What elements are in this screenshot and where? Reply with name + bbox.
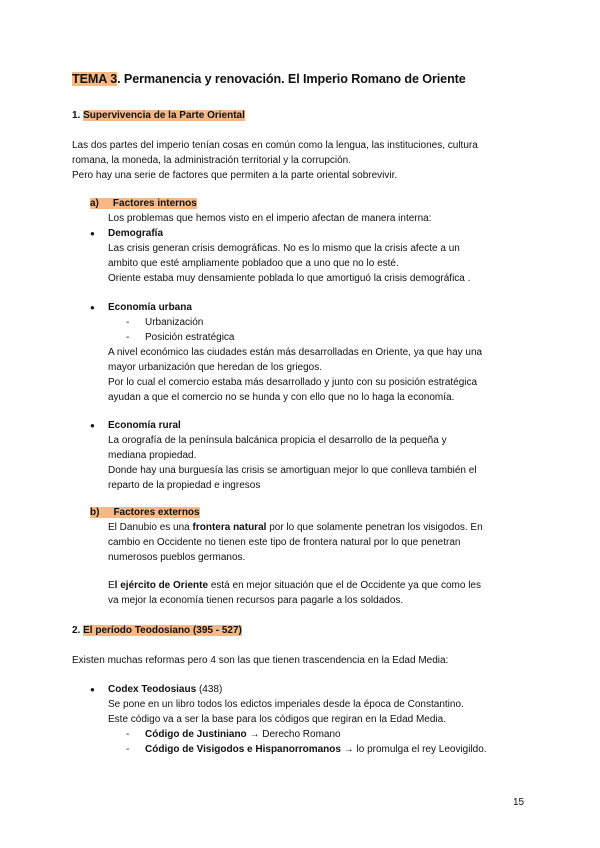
codex-subitem: Código de Justiniano → Derecho Romano [145,729,341,740]
subsection-b-label: b) [90,507,113,518]
dash-icon: - [126,744,130,755]
subsection-a-label: a) [90,198,113,209]
economia-rural-line: La orografía de la península balcánica propicia el desarrollo de la pequeña y [108,435,447,446]
subsection-b-title: Factores externos [113,507,200,518]
codex-subitem: Código de Visigodos e Hispanorromanos → lo promulga el rey Leovigildo. [145,744,487,755]
dash-icon: - [126,332,130,343]
section-1-intro-line: Las dos partes del imperio tenían cosas en común como la lengua, las instituciones, cultura [72,140,478,151]
economia-rural-line: reparto de la propiedad e ingresos [108,480,261,491]
demografia-line: Oriente estaba muy densamiente poblada lo que amortiguó la crisis demográfica . [108,273,471,284]
section-2-number: 2. [72,625,84,636]
codex-title: Codex Teodosiaus (438) [108,684,223,695]
subsection-b-heading [90,505,200,520]
page-number: 15 [513,797,525,808]
title-label: TEMA 3 [72,72,118,86]
economia-urbana-line: Por lo cual el comercio estaba más desarrollado y junto con su posición estratégica [108,377,478,388]
codex-line: Se pone en un libro todos los edictos imperiales desde la época de Constantino. [108,699,464,710]
dash-icon: - [126,729,130,740]
bullet-icon: ● [90,685,95,694]
economia-rural-line: mediana propiedad. [108,450,197,461]
section-1-title: Supervivencia de la Parte Oriental [83,110,245,121]
economia-urbana-line: ayudan a que el comercio no se hunda y con ello que no lo haga la economía. [108,392,455,403]
bullet-icon: ● [90,229,95,238]
section-2-title: El período Teodosiano (395 - 527) [83,625,242,636]
subsection-a-title: Factores internos [112,198,197,209]
section-1-heading [72,110,245,121]
economia-rural-line: Donde hay una burguesía las crisis se amortiguan mejor lo que conlleva también el [108,465,477,476]
dash-icon: - [126,317,130,328]
subsection-a-heading [90,196,197,211]
ejercito-line: El ejército de Oriente está en mejor situación que el de Occidente ya que como les [108,580,481,591]
demografia-line: ambito que esté ampliamente pobladoo que a uno que no lo esté. [108,258,399,269]
section-2-heading [72,625,242,636]
danubio-line: cambio en Occidente no tienen este tipo de frontera natural por lo que penetran [108,537,461,548]
demografia-line: Las crisis generan crisis demográficas. No es lo mismo que la crisis afecte a un [108,243,460,254]
economia-urbana-subitem: Posición estratégica [145,332,235,343]
danubio-line: El Danubio es una frontera natural por lo que solamente penetran los visigodos. En [108,522,483,533]
economia-urbana-line: A nivel económico las ciudades están más desarrolladas en Oriente, ya que hay una [108,347,483,358]
title-text: . Permanencia y renovación. El Imperio Romano de Oriente [117,72,466,86]
economia-rural-title: Economía rural [108,420,181,431]
page-title [72,72,466,86]
economia-urbana-line: mayor urbanización que heredan de los griegos. [108,362,323,373]
section-1-number: 1. [72,110,84,121]
demografia-title: Demografía [108,228,164,239]
section-1-intro-line: romana, la moneda, la administración territorial y la corrupción. [72,155,352,166]
bullet-icon: ● [90,303,95,312]
section-1-intro-line: Pero hay una serie de factores que permiten a la parte oriental sobrevivir. [72,170,398,181]
economia-urbana-title: Economía urbana [108,302,192,313]
section-2-intro: Existen muchas reformas pero 4 son las que tienen trascendencia en la Edad Media: [72,655,449,666]
ejercito-line: va mejor la economía tienen recursos para pagarle a los soldados. [108,595,404,606]
danubio-line: numerosos pueblos germanos. [108,552,246,563]
economia-urbana-subitem: Urbanización [145,317,204,328]
bullet-icon: ● [90,421,95,430]
codex-line: Este código va a ser la base para los códigos que regiran en la Edad Media. [108,714,446,725]
subsection-a-text: Los problemas que hemos visto en el imperio afectan de manera interna: [108,213,432,224]
